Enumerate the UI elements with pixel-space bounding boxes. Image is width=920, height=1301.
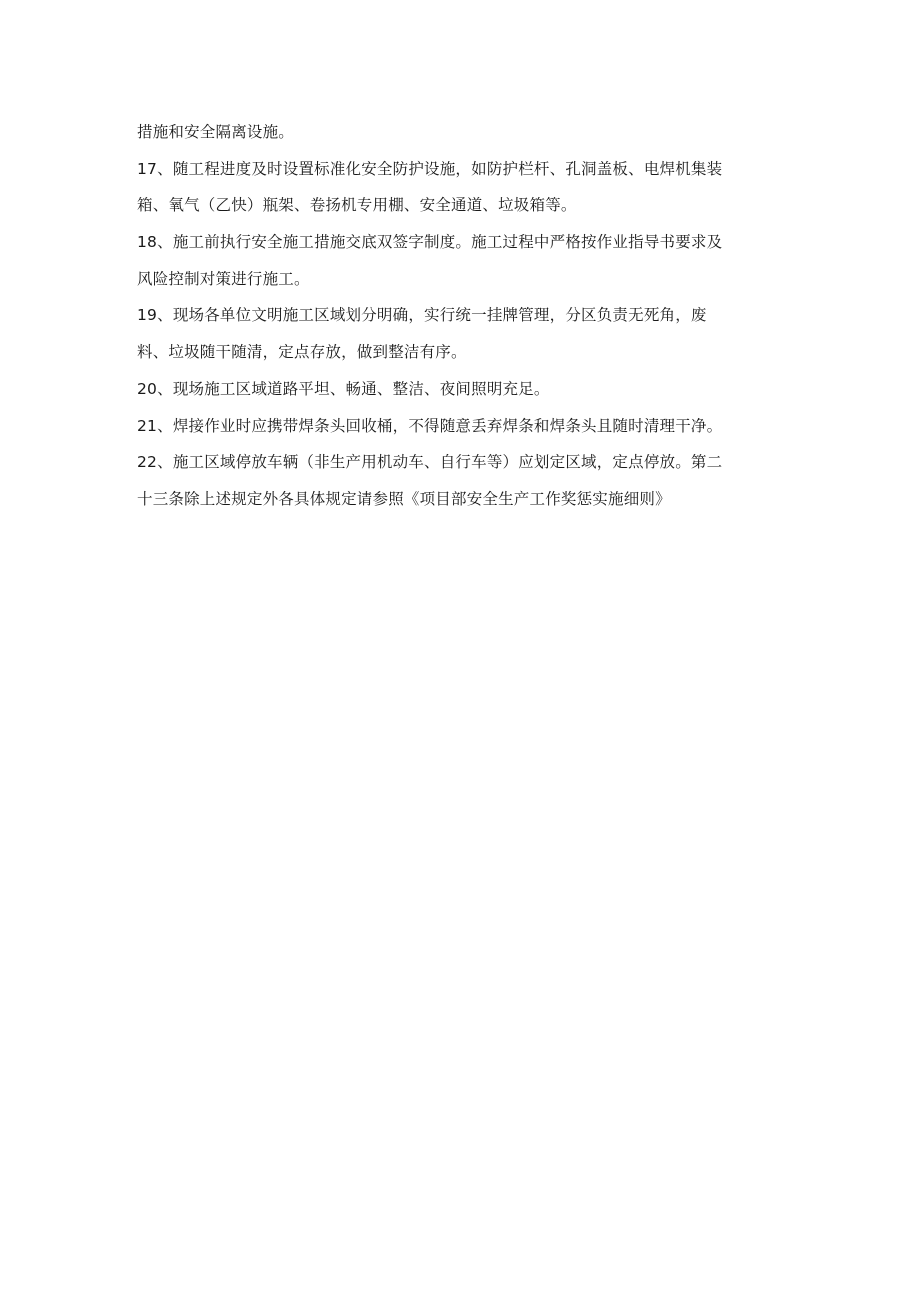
text-line-continuation: 措施和安全隔离设施。 [137,123,295,141]
text-line-item-20: 20、现场施工区域道路平坦、畅通、整洁、夜间照明充足。 [137,379,550,398]
text-line-item-18-cont: 风险控制对策进行施工。 [137,269,310,288]
text-line-item-17-cont: 箱、氧气（乙快）瓶架、卷扬机专用棚、安全通道、垃圾箱等。 [137,196,577,215]
text-line-item-17: 17、随工程进度及时设置标准化安全防护设施，如防护栏杆、孔洞盖板、电焊机集装 [137,159,723,178]
text-line-item-22-cont: 十三条除上述规定外各具体规定请参照《项目部安全生产工作奖惩实施细则》 [137,489,671,508]
text-line-item-22: 22、施工区域停放车辆（非生产用机动车、自行车等）应划定区域，定点停放。第二 [137,453,723,472]
text-line-item-19-cont: 料、垃圾随干随清，定点存放，做到整洁有序。 [137,343,467,362]
document-body [137,114,777,518]
text-line-item-21: 21、焊接作业时应携带焊条头回收桶，不得随意丢弃焊条和焊条头且随时清理干净。 [137,416,723,435]
text-line-item-19: 19、现场各单位文明施工区域划分明确，实行统一挂牌管理，分区负责无死角，废 [137,306,707,325]
text-line-item-18: 18、施工前执行安全施工措施交底双签字制度。施工过程中严格按作业指导书要求及 [137,233,723,252]
